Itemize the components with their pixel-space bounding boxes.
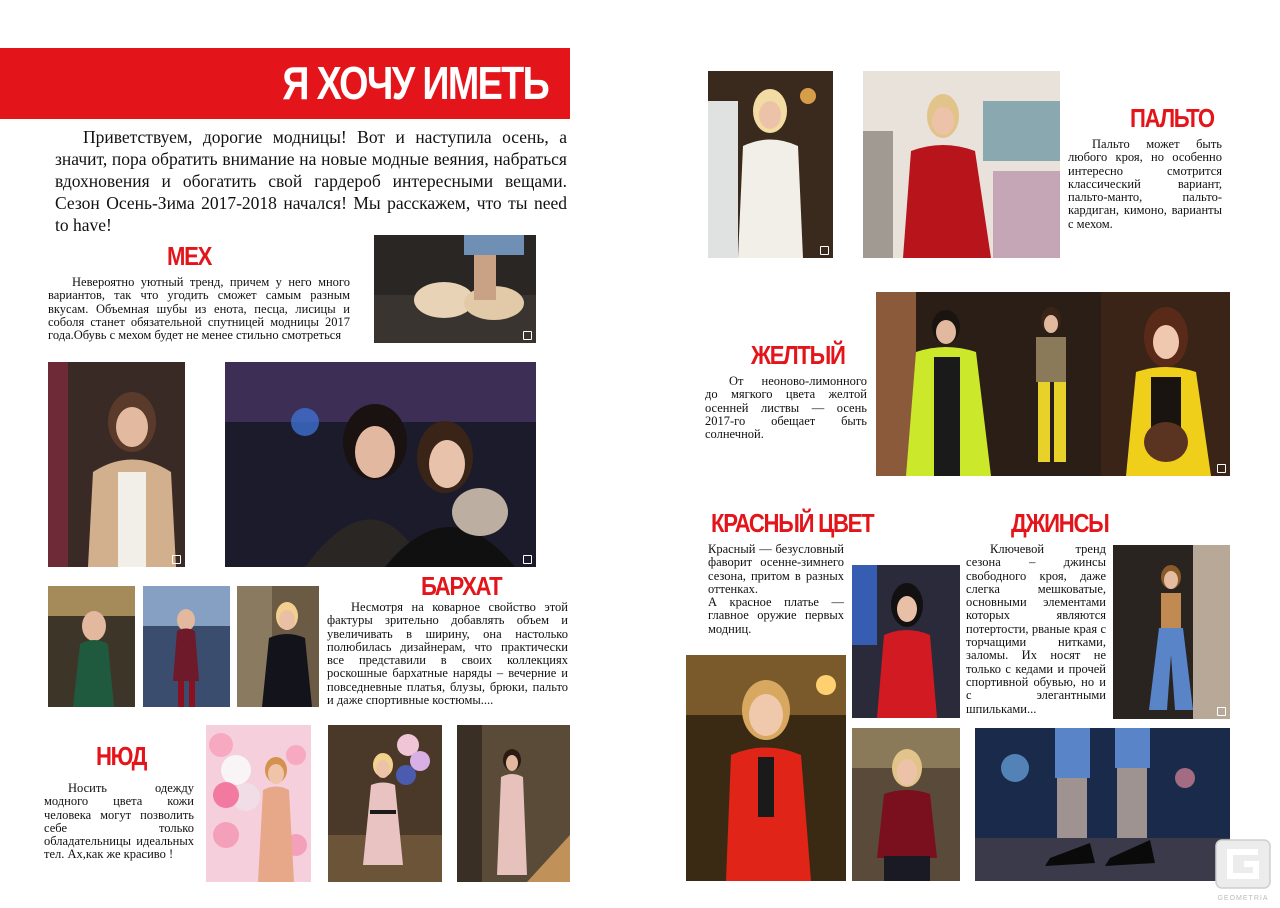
velvet-photo-1	[48, 586, 135, 707]
velvet-photo-3	[237, 586, 319, 707]
photo-watermark-icon	[1217, 707, 1226, 716]
yellow-photo	[876, 292, 1230, 476]
jeans-heading: ДЖИНСЫ	[1011, 508, 1109, 538]
velvet-text: Несмотря на коварное свойство этой фактуры зрительно добавлять объем и увеличивать в ширину, она настолько полюбилась дизайнерам, что практически все представили в своих коллекциях роскошные бархатные наряды – вечерние и повседневные платья, блузы, брюки, пальто и даже спортивные костюмы....	[327, 600, 568, 708]
photo-watermark-icon	[1217, 464, 1226, 473]
nude-heading: НЮД	[96, 741, 147, 771]
photo-watermark-icon	[172, 555, 181, 564]
nude-suit-photo	[457, 725, 570, 882]
jeans-text: Ключевой тренд сезона – джинсы свободного кроя, даже слегка мешковатые, основными элементами которых являются потертости, рваные края с торчащими нитками, заломы. Их носят не только с кедами и прочей спортивной обувью, но и с элегантными шпильками...	[966, 542, 1106, 716]
coat-heading: ПАЛЬТО	[1130, 103, 1214, 133]
red-lace-photo	[852, 728, 960, 881]
intro-paragraph: Приветствуем, дорогие модницы! Вот и наступила осень, а значит, пора обратить внимание на новые модные веяния, набраться вдохновения и обогатить свой гардероб интересными вещами. Сезон Осень-Зима 2017-2018 начался! Мы расскажем, что ты need to have!	[55, 127, 567, 235]
photo-watermark-icon	[523, 331, 532, 340]
title-banner	[0, 48, 570, 119]
photo-watermark-icon	[523, 555, 532, 564]
jeans-heels-photo	[975, 728, 1230, 881]
fur-text: Невероятно уютный тренд, причем у него много вариантов, так что угодить сможет самым разным вкусам. Объемная шубы из енота, песца, лисицы и соболя станет обязательной спутницей модницы 2017 года.Обувь с мехом будет не менее стильно смотреться	[48, 275, 350, 343]
page-title: Я ХОЧУ ИМЕТЬ	[282, 57, 548, 109]
fur-coats-photo	[225, 362, 536, 567]
yellow-text: От неоново-лимонного до мягкого цвета желтой осенней листвы — осень 2017-го обещает быть солнечной.	[705, 374, 867, 442]
jeans-photo	[1113, 545, 1230, 719]
coat-text: Пальто может быть любого кроя, но особенно интересно смотрится классический вариант, пальто-манто, пальто-кардиган, кимоно, варианты с мехом.	[1068, 137, 1222, 231]
yellow-heading: ЖЕЛТЫЙ	[751, 340, 845, 370]
geometria-logo-icon	[1214, 838, 1272, 902]
fur-heading: МЕХ	[167, 241, 212, 271]
red-dress-photo	[852, 565, 960, 718]
red-jacket-photo	[686, 655, 846, 881]
red-heading: КРАСНЫЙ ЦВЕТ	[711, 508, 874, 538]
red-text: Красный — безусловный фаворит осенне-зимнего сезона, притом в разных оттенках. А красное платье — главное оружие первых модниц.	[708, 542, 844, 636]
geometria-logo-text: GEOMETRIA	[1217, 895, 1269, 902]
fur-slippers-photo	[374, 235, 536, 343]
nude-dress-photo	[328, 725, 442, 882]
coat-white-photo	[708, 71, 833, 258]
nude-text: Носить одежду модного цвета кожи человека могут позволить себе только обладательницы идеальных тел. Ах,как же красиво !	[44, 781, 194, 862]
velvet-heading: БАРХАТ	[421, 571, 502, 601]
coat-red-photo	[863, 71, 1060, 258]
nude-balloons-photo	[206, 725, 311, 882]
fur-vest-photo	[48, 362, 185, 567]
photo-watermark-icon	[820, 246, 829, 255]
velvet-photo-2	[143, 586, 230, 707]
